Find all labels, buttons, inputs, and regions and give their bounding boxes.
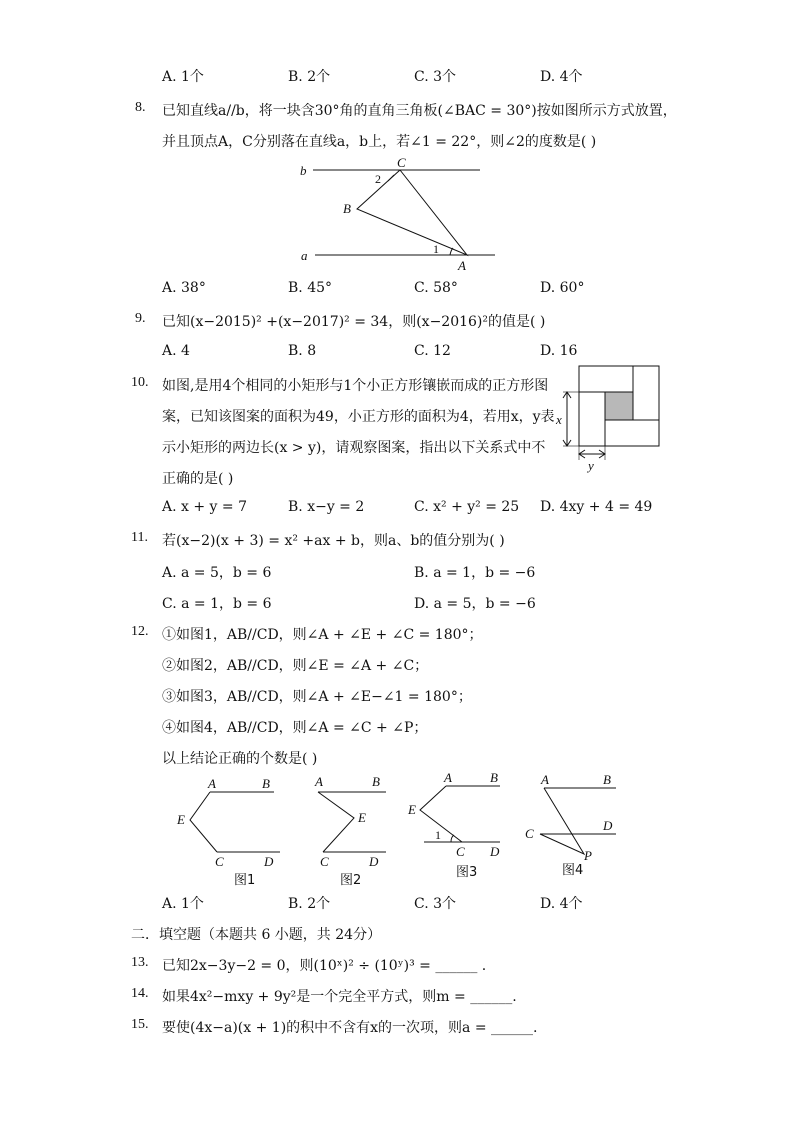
q9-option-c: C. 12	[414, 343, 451, 359]
fig2-label-E: E	[358, 810, 366, 825]
q8-label-a: a	[301, 248, 308, 263]
q8-option-a: A. 38°	[162, 280, 206, 296]
q12-option-d: D. 4个	[540, 896, 583, 912]
q12-option-c: C. 3个	[414, 896, 457, 912]
angle2-arc	[388, 175, 394, 181]
q12-figure-1	[172, 772, 282, 890]
q8-option-c: C. 58°	[414, 280, 458, 296]
q13-number: 13.	[131, 955, 149, 970]
q10-text-line3: 示小矩形的两边长(x > y)，请观察图案，指出以下关系式中不	[162, 440, 546, 456]
q8-text-line1: 已知直线a//b，将一块含30°角的直角三角板(∠BAC = 30°)按如图所示方式放置，	[162, 103, 677, 119]
q11-text: 若(x−2)(x + 3) = x² +ax + b，则a、b的值分别为( )	[162, 533, 505, 549]
q10-option-d: D. 4xy + 4 = 49	[540, 499, 653, 515]
q15-number: 15.	[131, 1017, 149, 1032]
fig1-label-B: B	[262, 776, 270, 791]
q10-label-y: y	[588, 458, 594, 473]
q10-text-line1: 如图,是用4个相同的小矩形与1个小正方形镶嵌而成的正方形图	[162, 378, 549, 394]
q10-option-c: C. x² + y² = 25	[414, 499, 520, 515]
fig3-label-D: D	[490, 844, 500, 859]
fig2-label-D: D	[369, 854, 379, 869]
q11-option-b: B. a = 1，b = −6	[414, 565, 536, 581]
q7-option-d: D. 4个	[540, 69, 583, 85]
fig4-label-D: D	[603, 818, 613, 833]
small-square	[605, 392, 633, 420]
q10-option-b: B. x−y = 2	[288, 499, 365, 515]
q8-label-B: B	[343, 201, 351, 216]
q11-option-a: A. a = 5，b = 6	[162, 565, 272, 581]
q7-option-c: C. 3个	[414, 69, 457, 85]
q12-option-b: B. 2个	[288, 896, 331, 912]
q10-text-line4: 正确的是( )	[162, 471, 234, 487]
q10-text-line2: 案，已知该图案的面积为49，小正方形的面积为4，若用x，y表	[162, 409, 555, 425]
q8-label-angle1: 1	[433, 242, 439, 256]
q8-text-line2: 并且顶点A，C分别落在直线a，b上，若∠1 = 22°，则∠2的度数是( )	[162, 134, 597, 150]
fig2-label-A: A	[315, 774, 323, 789]
fig1-caption: 图1	[234, 873, 256, 888]
fig1-label-A: A	[208, 776, 216, 791]
q12-item-1: ①如图1，AB//CD，则∠A + ∠E + ∠C = 180°；	[162, 627, 483, 643]
q8-number: 8.	[135, 100, 146, 115]
q8-label-b: b	[300, 163, 307, 178]
q7-option-a: A. 1个	[162, 69, 204, 85]
q9-option-a: A. 4	[162, 343, 190, 359]
q12-item-3: ③如图3，AB//CD，则∠A + ∠E−∠1 = 180°；	[162, 689, 472, 705]
fig2-label-C: C	[320, 854, 329, 869]
fig3-label-C: C	[456, 844, 465, 859]
q10-label-x: x	[556, 412, 562, 427]
q9-option-d: D. 16	[540, 343, 578, 359]
q14-number: 14.	[131, 986, 149, 1001]
q11-option-d: D. a = 5，b = −6	[414, 596, 536, 612]
q8-option-d: D. 60°	[540, 280, 585, 296]
q12-question: 以上结论正确的个数是( )	[162, 751, 318, 767]
q8-label-C: C	[397, 155, 406, 170]
q8-label-angle2: 2	[375, 172, 381, 186]
q7-option-b: B. 2个	[288, 69, 331, 85]
q15-text: 要使(4x−a)(x + 1)的积中不含有x的一次项，则a = ______.	[162, 1020, 538, 1036]
q12-number: 12.	[131, 624, 149, 639]
q12-figure-4	[522, 770, 622, 882]
q9-option-b: B. 8	[288, 343, 317, 359]
q12-option-a: A. 1个	[162, 896, 204, 912]
fig1-label-D: D	[264, 854, 274, 869]
fig3-label-B: B	[490, 770, 498, 785]
fig1-label-E: E	[177, 812, 185, 827]
q8-option-b: B. 45°	[288, 280, 333, 296]
q10-option-a: A. x + y = 7	[162, 499, 247, 515]
fig3-label-A: A	[444, 770, 452, 785]
section-heading: 二．填空题（本题共 6 小题，共 24分）	[131, 927, 382, 943]
fig2-label-B: B	[372, 774, 380, 789]
q12-figure-3	[404, 766, 514, 884]
fig3-label-E: E	[408, 802, 416, 817]
fig4-caption: 图4	[562, 863, 584, 878]
q8-label-A: A	[458, 258, 466, 273]
fig4-label-C: C	[525, 826, 534, 841]
q9-number: 9.	[135, 311, 146, 326]
q12-item-2: ②如图2，AB//CD，则∠E = ∠A + ∠C；	[162, 658, 429, 674]
q10-number: 10.	[131, 375, 149, 390]
q13-text: 已知2x−3y−2 = 0，则(10ˣ)² ÷ (10ʸ)³ = ______ .	[162, 958, 487, 974]
q12-figure-2	[308, 772, 408, 890]
fig4-label-P: P	[584, 848, 592, 863]
q12-item-4: ④如图4，AB//CD，则∠A = ∠C + ∠P；	[162, 720, 428, 736]
fig1-label-C: C	[215, 854, 224, 869]
q14-text: 如果4x²−mxy + 9y²是一个完全平方式，则m = ______.	[162, 989, 517, 1005]
fig3-label-1: 1	[435, 828, 441, 842]
q9-text: 已知(x−2015)² +(x−2017)² = 34，则(x−2016)²的值是( )	[162, 314, 546, 330]
q11-number: 11.	[131, 530, 148, 545]
fig4-label-B: B	[603, 772, 611, 787]
fig3-caption: 图3	[456, 865, 478, 880]
q8-figure	[295, 155, 495, 275]
fig2-caption: 图2	[340, 873, 362, 888]
q10-figure	[553, 362, 665, 474]
fig4-label-A: A	[541, 772, 549, 787]
q11-option-c: C. a = 1，b = 6	[162, 596, 272, 612]
